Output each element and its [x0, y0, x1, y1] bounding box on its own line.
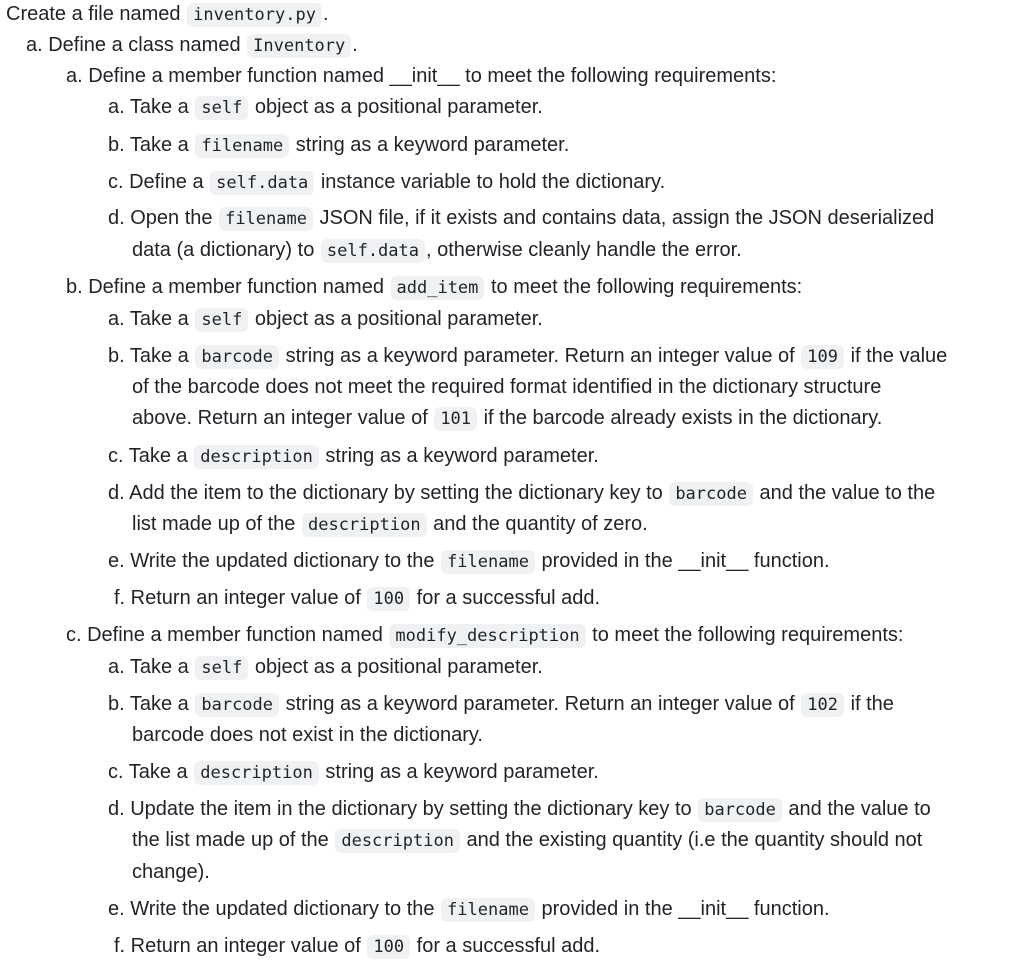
instruction-text: object as a positional parameter.: [249, 308, 543, 330]
instruction-text: and the value to: [782, 798, 931, 820]
inline-code: 100: [367, 587, 410, 611]
inline-code: add_item: [391, 276, 485, 300]
dunder-method-name: __init__: [678, 550, 749, 572]
instruction-text: and the existing quantity (i.e the quantity should not: [460, 829, 923, 851]
instruction-text: to meet the following requirements:: [586, 624, 904, 646]
instruction-text: e. Write the updated dictionary to the: [108, 898, 441, 920]
instruction-text: a. Take a: [108, 656, 195, 678]
instruction-text: the list made up of the: [132, 829, 335, 851]
instruction-text: JSON file, if it exists and contains data, assign the JSON deserialized: [313, 207, 935, 229]
inline-code: description: [194, 761, 319, 785]
instruction-text: data (a dictionary) to: [132, 239, 320, 261]
dunder-method-name: __init__: [678, 898, 749, 920]
instruction-text: .: [322, 3, 329, 25]
inline-code: filename: [441, 550, 535, 574]
instruction-text: c. Define a: [108, 171, 210, 193]
instruction-line: [114, 933, 600, 959]
instruction-line: [132, 827, 922, 853]
instruction-text: for a successful add.: [411, 935, 601, 957]
instruction-line: [108, 759, 599, 785]
inline-code: description: [302, 513, 427, 537]
instruction-line: [132, 237, 742, 263]
inline-code: 101: [434, 407, 477, 431]
instruction-text: object as a positional parameter.: [249, 656, 543, 678]
inline-code: barcode: [698, 798, 782, 822]
instruction-line: [66, 274, 802, 300]
instruction-text: function.: [748, 550, 830, 572]
instruction-text: b. Take a: [108, 693, 195, 715]
instruction-text: instance variable to hold the dictionary.: [315, 171, 666, 193]
instruction-text: d. Update the item in the dictionary by setting the dictionary key to: [108, 798, 698, 820]
instruction-text: .: [352, 34, 358, 56]
instruction-line: [108, 548, 830, 574]
instruction-text: Create a file named: [6, 3, 187, 25]
instruction-text: b. Take a: [108, 134, 195, 156]
instruction-text: barcode does not exist in the dictionary.: [132, 724, 483, 746]
instruction-line: [108, 306, 543, 332]
instruction-text: c. Take a: [108, 445, 194, 467]
instruction-line: [108, 205, 934, 231]
instruction-text: provided in the: [535, 550, 679, 572]
instruction-text: string as a keyword parameter.: [319, 445, 599, 467]
instruction-text: string as a keyword parameter.: [319, 761, 599, 783]
instruction-text: and the quantity of zero.: [427, 513, 648, 535]
instruction-text: if the barcode already exists in the dictionary.: [478, 407, 883, 429]
dunder-method-name: __init__: [389, 65, 460, 87]
instruction-text: if the: [845, 693, 894, 715]
instruction-line: [108, 343, 947, 369]
instruction-line: [132, 859, 210, 885]
inline-code: 100: [367, 935, 410, 959]
instruction-text: list made up of the: [132, 513, 301, 535]
instruction-line: [132, 405, 882, 431]
instruction-line: [114, 585, 600, 611]
instruction-text: c. Take a: [108, 761, 194, 783]
instruction-text: c. Define a member function named: [66, 624, 389, 646]
inline-code: barcode: [669, 482, 753, 506]
inline-code: modify_description: [389, 624, 585, 648]
instruction-text: to meet the following requirements:: [485, 276, 803, 298]
inline-code: barcode: [195, 693, 279, 717]
inline-code: filename: [441, 898, 535, 922]
instruction-line: [6, 1, 329, 27]
inline-code: self: [195, 656, 248, 680]
instruction-line: [132, 374, 881, 400]
instruction-text: b. Take a: [108, 345, 195, 367]
instruction-line: [132, 722, 483, 748]
inline-code: description: [335, 829, 460, 853]
instruction-line: [108, 480, 935, 506]
inline-code: self.data: [210, 171, 314, 195]
instruction-text: d. Add the item to the dictionary by setting the dictionary key to: [108, 482, 669, 504]
instruction-line: [108, 896, 830, 922]
instruction-text: a. Take a: [108, 308, 195, 330]
inline-code: self: [195, 96, 248, 120]
inline-code: filename: [219, 207, 313, 231]
instruction-text: and the value to the: [753, 482, 936, 504]
instruction-text: b. Define a member function named: [66, 276, 390, 298]
inline-code: Inventory: [247, 34, 351, 58]
inline-code: 109: [801, 345, 844, 369]
instruction-line: [108, 169, 665, 195]
instruction-line: [26, 32, 358, 58]
instruction-line: [132, 511, 648, 537]
instruction-text: function.: [748, 898, 830, 920]
instruction-line: [108, 691, 894, 717]
instruction-text: change).: [132, 861, 210, 883]
instruction-line: [108, 796, 931, 822]
inline-code: description: [194, 445, 319, 469]
inline-code: 102: [801, 693, 844, 717]
instruction-text: string as a keyword parameter. Return an integer value of: [280, 693, 801, 715]
instruction-line: [108, 443, 599, 469]
instruction-line: [108, 654, 543, 680]
instruction-text: e. Write the updated dictionary to the: [108, 550, 441, 572]
inline-code: self.data: [321, 239, 425, 263]
instruction-text: f. Return an integer value of: [114, 935, 367, 957]
instruction-line: [66, 622, 903, 648]
instruction-text: object as a positional parameter.: [249, 96, 543, 118]
instruction-line: [66, 63, 776, 89]
instruction-text: above. Return an integer value of: [132, 407, 434, 429]
instruction-text: , otherwise cleanly handle the error.: [426, 239, 742, 261]
inline-code: filename: [195, 134, 289, 158]
inline-code: self: [195, 308, 248, 332]
instruction-text: to meet the following requirements:: [459, 65, 777, 87]
instruction-text: d. Open the: [108, 207, 219, 229]
instruction-line: [108, 132, 569, 158]
instruction-text: string as a keyword parameter.: [290, 134, 570, 156]
instruction-line: [108, 94, 543, 120]
instruction-text: provided in the: [535, 898, 679, 920]
instruction-text: a. Define a member function named: [66, 65, 390, 87]
instruction-text: for a successful add.: [411, 587, 601, 609]
instruction-text: a. Define a class named: [26, 34, 247, 56]
instruction-text: if the value: [845, 345, 948, 367]
instruction-text: string as a keyword parameter. Return an integer value of: [280, 345, 801, 367]
instruction-text: of the barcode does not meet the required format identified in the dictionary structure: [132, 376, 882, 398]
inline-code: barcode: [195, 345, 279, 369]
inline-code: inventory.py: [187, 3, 322, 27]
instruction-text: a. Take a: [108, 96, 195, 118]
instruction-text: f. Return an integer value of: [114, 587, 367, 609]
